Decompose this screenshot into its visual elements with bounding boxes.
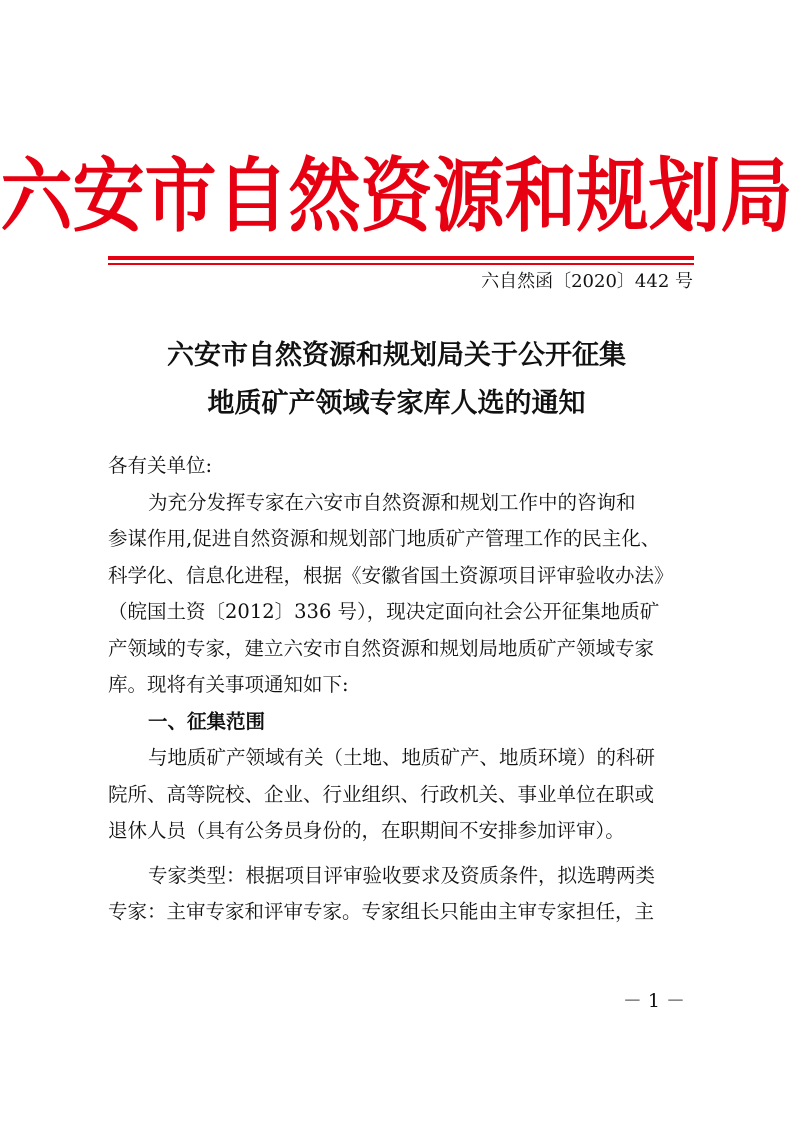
agency-masthead: 六安市自然资源和规划局 [0, 148, 793, 244]
paragraph-2 [108, 740, 708, 850]
document-title [0, 332, 793, 428]
section-heading-scope: 一、征集范围 [148, 709, 266, 733]
masthead-rule-thick [108, 256, 694, 260]
paragraph-line: 与地质矿产领域有关（土地、地质矿产、地质环境）的科研 [148, 746, 656, 769]
document-body [108, 448, 708, 931]
paragraph-line: 参谋作用,促进自然资源和规划部门地质矿产管理工作的民主化、 [108, 527, 661, 550]
paragraph-line: 院所、高等院校、企业、行业组织、行政机关、事业单位在职或 [108, 782, 655, 806]
paragraph-line: 库。现将有关事项通知如下: [108, 673, 349, 696]
paragraph-1 [108, 485, 708, 704]
paragraph-line: 科学化、信息化进程，根据《安徽省国土资源项目评审验收办法》 [108, 563, 674, 587]
paragraph-line: 产领域的专家，建立六安市自然资源和规划局地质矿产领域专家 [108, 636, 655, 660]
title-line-2: 地质矿产领域专家库人选的通知 [207, 388, 586, 419]
paragraph-line: 退休人员（具有公务员身份的，在职期间不安排参加评审）。 [108, 819, 625, 842]
paragraph-3 [108, 858, 708, 931]
paragraph-line: 专家：主审专家和评审专家。专家组长只能由主审专家担任，主 [108, 900, 655, 923]
salutation: 各有关单位: [108, 454, 213, 477]
paragraph-line: 专家类型：根据项目评审验收要求及资质条件，拟选聘两类 [148, 863, 656, 887]
document-number: 六自然函〔2020〕442 号 [481, 271, 693, 292]
masthead-rule-thin [108, 263, 694, 265]
title-line-1: 六安市自然资源和规划局关于公开征集 [167, 340, 626, 371]
page-number: － 1 － [622, 990, 685, 1012]
paragraph-line: 为充分发挥专家在六安市自然资源和规划工作中的咨询和 [148, 490, 636, 514]
paragraph-line: （皖国土资〔2012〕336 号），现决定面向社会公开征集地质矿 [108, 600, 660, 623]
